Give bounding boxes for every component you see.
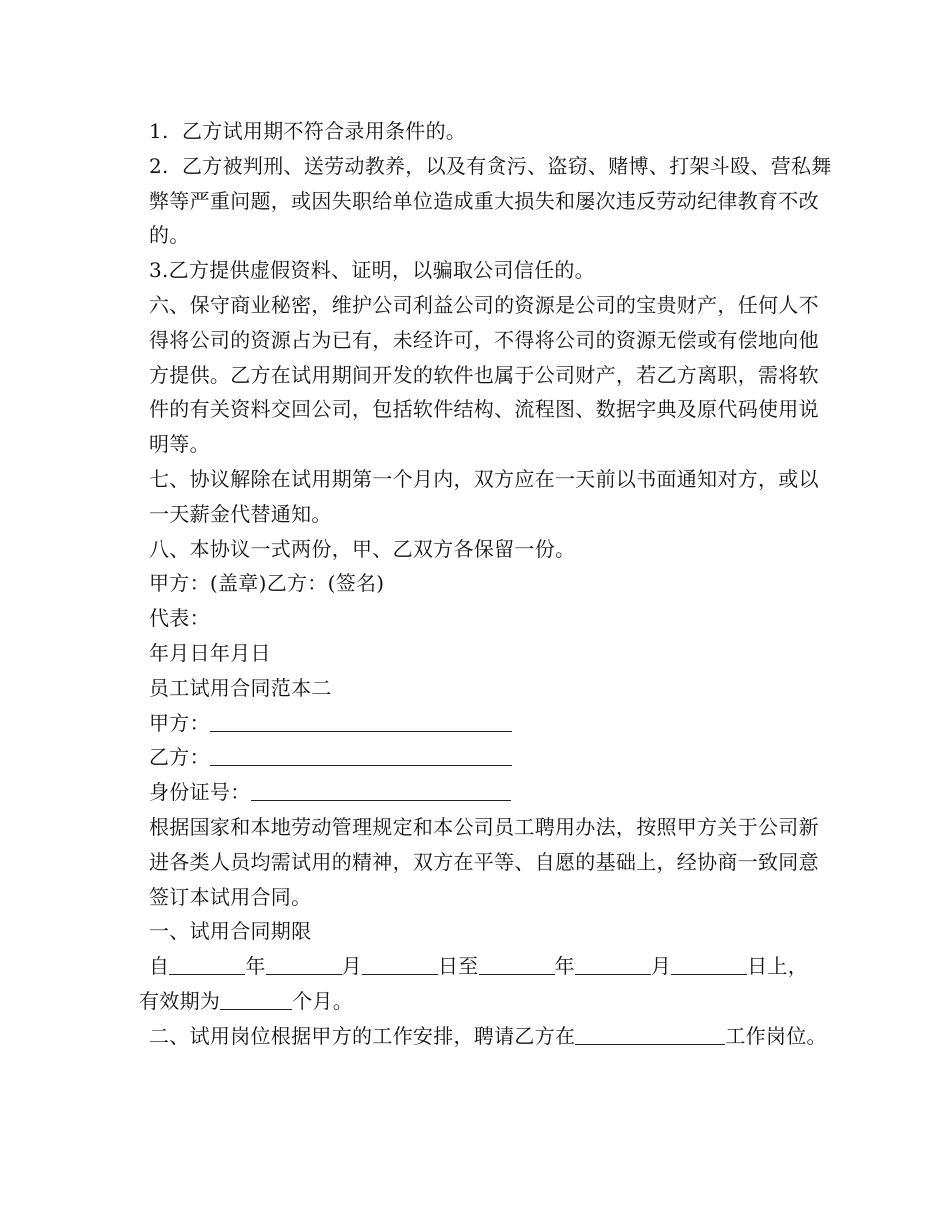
party-b-label: 乙方：	[149, 745, 210, 770]
template-2-title: 员工试用合同范本二	[149, 675, 332, 700]
period-year-2: 年	[554, 954, 575, 979]
section-6-confidentiality: 六、保守商业秘密，维护公司利益公司的资源是公司的宝贵财产，任何人不得将公司的资源占为已有，未经许可，不得将公司的资源无偿或有偿地向他方提供。乙方在试用期间开发的软件也属于公司财产，若乙方离职，需将软件的有关资料交回公司，包括软件结构、流程图、数据字典及原代码使用说明等。	[149, 292, 819, 457]
signature-line: 甲方：(盖章)乙方：(签名)	[149, 571, 385, 596]
date-line: 年月日年月日	[149, 640, 271, 665]
validity-line	[139, 984, 839, 1019]
section-2-position	[139, 1019, 839, 1054]
validity-months-blank[interactable]	[220, 989, 292, 1010]
party-a-row	[139, 706, 839, 741]
end-month-blank[interactable]	[575, 954, 651, 975]
clause-item-3: 3.乙方提供虚假资料、证明，以骗取公司信任的。	[149, 258, 595, 283]
clause-item-1: 1. 乙方试用期不符合录用条件的。	[149, 119, 467, 143]
document-body	[139, 114, 839, 1054]
end-day-blank[interactable]	[671, 954, 747, 975]
period-year: 年	[245, 954, 266, 979]
period-month-2: 月	[650, 954, 672, 979]
id-number-label: 身份证号：	[149, 780, 251, 805]
validity-prefix: 有效期为	[139, 988, 221, 1013]
start-year-blank[interactable]	[169, 954, 245, 975]
period-day-end: 日上，	[747, 954, 809, 979]
section-8-copies: 八、本协议一式两份，甲、乙双方各保留一份。	[149, 536, 576, 561]
period-from: 自	[149, 954, 170, 979]
period-line	[139, 949, 839, 984]
intro-paragraph: 根据国家和本地劳动管理规定和本公司员工聘用办法，按照甲方关于公司新进各类人员均需试用的精神，双方在平等、自愿的基础上，经协商一致同意签订本试用合同。	[149, 814, 819, 909]
period-month: 月	[341, 954, 362, 979]
clause-item-2: 2. 乙方被判刑、送劳动教养，以及有贪污、盗窃、赌博、打架斗殴、营私舞弊等严重问题，或因失职给单位造成重大损失和屡次违反劳动纪律教育不改的。	[149, 153, 832, 248]
validity-suffix: 个月。	[292, 988, 354, 1013]
end-year-blank[interactable]	[479, 954, 555, 975]
id-number-blank[interactable]	[251, 780, 511, 801]
party-a-label: 甲方：	[149, 710, 210, 735]
section-1-title: 一、试用合同期限	[149, 919, 312, 944]
start-month-blank[interactable]	[266, 954, 342, 975]
section-2-suffix: 工作岗位。	[725, 1023, 827, 1048]
period-day-to: 日至	[437, 954, 479, 979]
start-day-blank[interactable]	[362, 954, 438, 975]
party-b-blank[interactable]	[210, 745, 512, 766]
section-2-prefix: 二、试用岗位根据甲方的工作安排，聘请乙方在	[149, 1023, 576, 1048]
party-a-blank[interactable]	[210, 711, 512, 732]
position-blank[interactable]	[575, 1024, 725, 1045]
representative-line: 代表：	[149, 606, 210, 631]
id-number-row	[139, 775, 839, 810]
section-7-termination: 七、协议解除在试用期第一个月内，双方应在一天前以书面通知对方，或以一天薪金代替通知。	[149, 466, 819, 526]
party-b-row	[139, 740, 839, 775]
